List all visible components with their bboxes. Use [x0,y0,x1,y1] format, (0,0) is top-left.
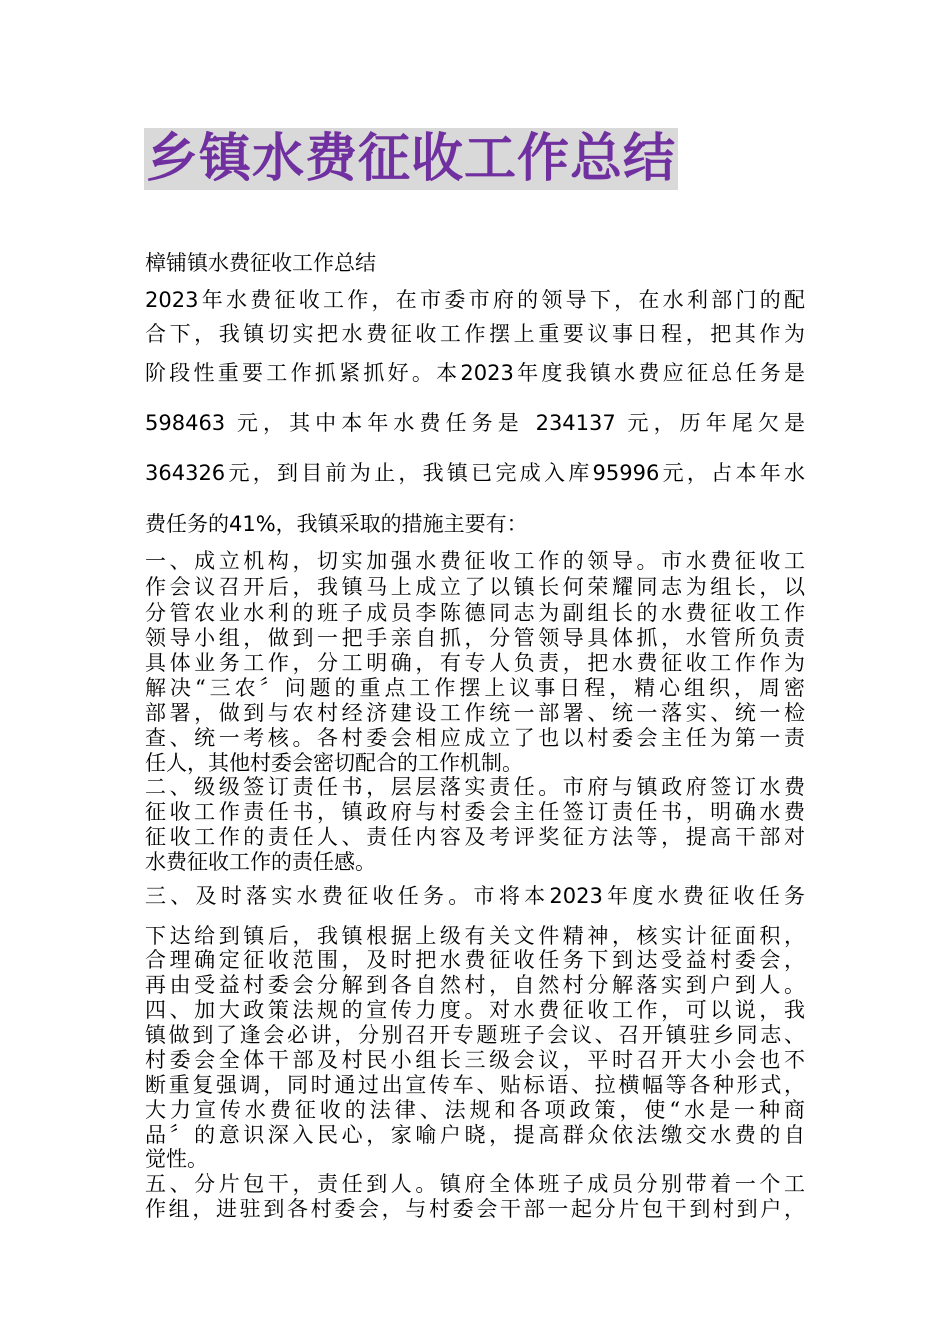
subtitle-line: 樟铺镇水费征收工作总结 [145,251,376,275]
text-line: 觉性。 [145,1147,208,1171]
text-line: 断重复强调，同时通过出宣传车、贴标语、拉横幅等各种形式， [145,1073,805,1097]
text-line: 领导小组，做到一把手亲自抓，分管领导具体抓，水管所负责 [145,626,805,650]
text-line: 作会议召开后，我镇马上成立了以镇长何荣耀同志为组长，以 [145,575,805,599]
text-line: 二、级级签订责任书，层层落实责任。市府与镇政府签订水费 [145,775,805,799]
text-line: 村委会全体干部及村民小组长三级会议，平时召开大小会也不 [145,1048,805,1072]
text-line: 合下，我镇切实把水费征收工作摆上重要议事日程，把其作为 [145,322,805,346]
text-line: 水费征收工作的责任感。 [145,850,376,874]
text-line: 部署，做到与农村经济建设工作统一部署、统一落实、统一检 [145,701,805,725]
text-line: 任人，其他村委会密切配合的工作机制。 [145,751,523,775]
text-line: 查、统一考核。各村委会相应成立了也以村委会主任为第一责 [145,726,805,750]
text-line: 征收工作责任书，镇政府与村委会主任签订责任书，明确水费 [145,800,805,824]
text-line: 品〞的意识深入民心，家喻户晓，提高群众依法缴交水费的自 [145,1123,805,1147]
text-line: 费任务的41%，我镇采取的措施主要有： [145,512,528,536]
text-line: 征收工作的责任人、责任内容及考评奖征方法等，提高干部对 [145,825,805,849]
text-line: 四、加大政策法规的宣传力度。对水费征收工作，可以说，我 [145,998,805,1022]
text-line: 具体业务工作，分工明确，有专人负责，把水费征收工作作为 [145,651,805,675]
text-line: 阶段性重要工作抓紧抓好。本2023年度我镇水费应征总任务是 [145,361,805,385]
text-line: 镇做到了逢会必讲，分别召开专题班子会议、召开镇驻乡同志、 [145,1023,805,1047]
text-line: 三、及时落实水费征收任务。市将本2023年度水费征收任务 [145,884,805,908]
text-line: 下达给到镇后，我镇根据上级有关文件精神，核实计征面积， [145,924,805,948]
text-line: 合理确定征收范围，及时把水费征收任务下到达受益村委会， [145,948,805,972]
text-line: 一、成立机构，切实加强水费征收工作的领导。市水费征收工 [145,549,805,573]
text-line: 364326元，到目前为止，我镇已完成入库95996元，占本年水 [145,461,805,485]
text-line: 大力宣传水费征收的法律、法规和各项政策，使“水是一种商 [145,1098,805,1122]
text-line: 2023年水费征收工作，在市委市府的领导下，在水利部门的配 [145,288,805,312]
title-block [144,128,678,190]
text-line: 分管农业水利的班子成员李陈德同志为副组长的水费征收工作 [145,601,805,625]
text-line: 再由受益村委会分解到各自然村，自然村分解落实到户到人。 [145,973,805,997]
text-line: 作组，进驻到各村委会，与村委会干部一起分片包干到村到户， [145,1197,805,1221]
text-line: 598463 元，其中本年水费任务是 234137 元，历年尾欠是 [145,411,805,435]
text-line: 解决“三农〞问题的重点工作摆上议事日程，精心组织，周密 [145,676,805,700]
text-line: 五、分片包干，责任到人。镇府全体班子成员分别带着一个工 [145,1172,805,1196]
document-title: 乡镇水费征收工作总结 [146,129,677,189]
